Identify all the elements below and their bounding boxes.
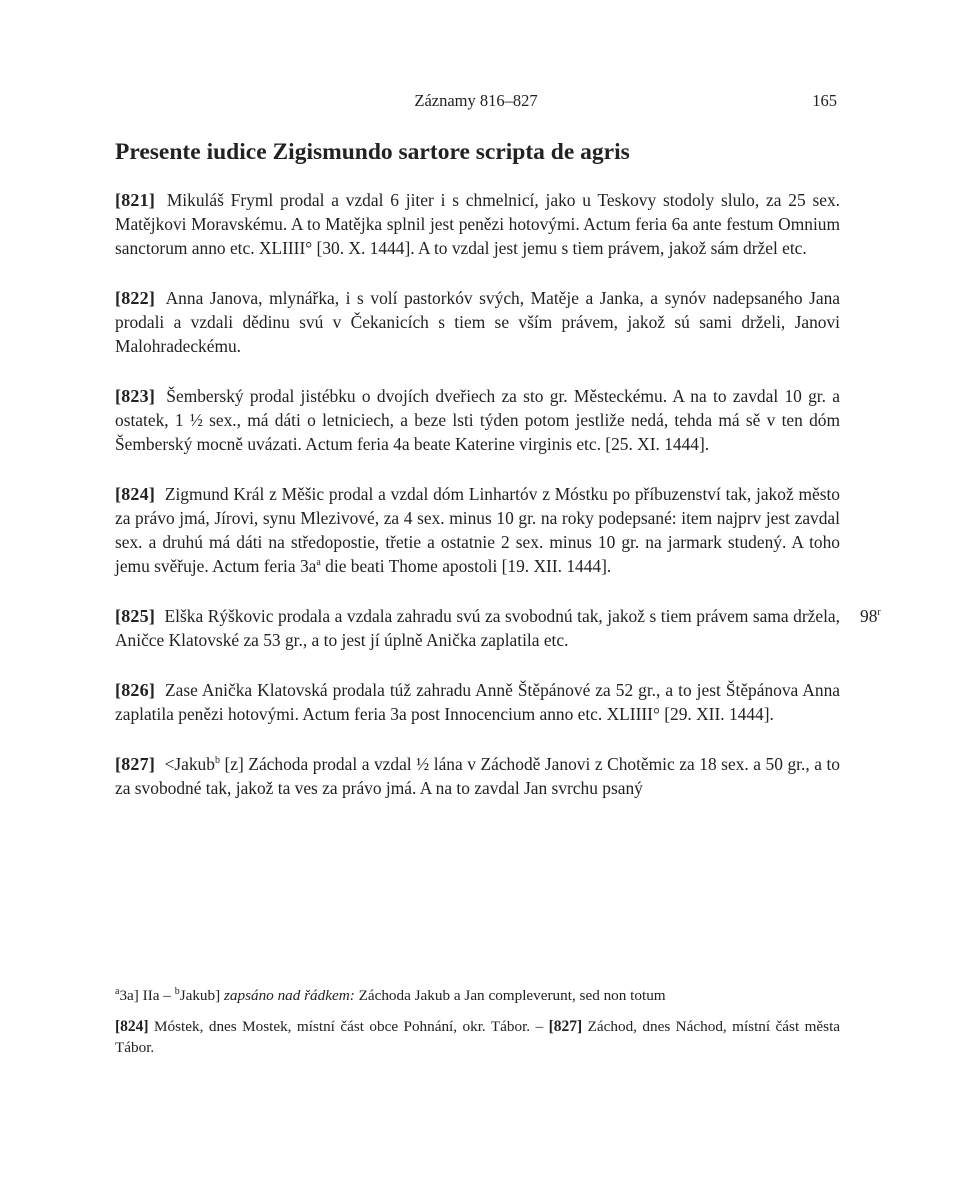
entry-827 [115,752,840,800]
entry-821 [115,188,840,260]
entry-text-continued: die beati Thome apostoli [19. XII. 1444]. [320,556,612,576]
entry-number: [824] [115,484,156,504]
entry-text: <Jakub [164,754,215,774]
entry-text: Elška Rýškovic prodala a vzdala zahradu svú za svobodnú tak, jakož s tiem právem sama držela, Aničce Klatovské za 53 gr., a to jest jí úplně Anička zaplatila etc. [115,606,840,650]
entry-number: [826] [115,680,156,700]
entry-text-continued: [z] Záchoda prodal a vzdal ½ lána v Záchodě Janovi z Chotěmic za 18 sex. a 50 gr., a to za svobodné tak, jakož ta ves za právo jmá. A na to zavdal Jan svrchu psaný [115,754,840,798]
entry-text: Šemberský prodal jistébku o dvojích dveřiech za sto gr. Městeckému. A na to zavdal 10 gr. a ostatek, 1 ½ sex., má dáti o letniciech, a beze lsti týden potom jestliže nedá, tehda má sě v ten dóm Šemberský mocně uvázati. Actum feria 4a beate Katerine virginis etc. [25. XI. 1444]. [115,386,840,454]
entry-824 [115,482,840,578]
entry-822 [115,286,840,358]
folio-margin-note: 98$^r$ [860,606,881,626]
entries [115,188,881,826]
entry-number: [827] [115,754,156,774]
running-title: Záznamy 816–827 [414,91,538,110]
explanatory-notes: [824] Móstek, dnes Mostek, místní část obce Pohnání, okr. Tábor. – [827] Záchod, dnes Náchod, místní část města Tábor. [115,1018,841,1056]
entry-text: Mikuláš Fryml prodal a vzdal 6 jiter i s chmelnicí, jako u Teskovy stodoly slulo, za 25 sex. Matějkovi Moravskému. A to Matějka splnil jest penězi hotovými. Actum feria 6a ante festum Omnium sanctorum anno etc. XLIIII° [30. X. 1444]. A to vzdal jest jemu s tiem právem, jakož sám držel etc. [115,190,840,258]
footnote-mark: b [214,755,220,767]
page-number: 165 [812,91,837,110]
entry-825 [115,604,881,652]
text-apparatus: $^a$3a] IIa – $^b$Jakub] zapsáno nad řádkem: Záchoda Jakub a Jan compleverunt, sed non totum [115,985,666,1004]
entry-number: [825] [115,606,156,626]
entry-text: Zase Anička Klatovská prodala túž zahradu Anně Štěpánové za 52 gr., a to jest Štěpánova Anna zaplatila penězi hotovými. Actum feria 3a post Innocencium anno etc. XLIIII° [29. XII. 1444]. [115,680,840,724]
entry-number: [822] [115,288,156,308]
entry-number: [821] [115,190,156,210]
entry-number: [823] [115,386,156,406]
section-title: Presente iudice Zigismundo sartore scripta de agris [115,139,630,165]
footnote-mark: a [316,557,321,569]
entry-text: Zigmund Král z Měšic prodal a vzdal dóm Linhartóv z Móstku po příbuzenství tak, jakož město za právo jmá, Jírovi, synu Mlezivové, za 4 sex. minus 10 gr. na roky podepsané: item najprv jest zavdal sex. a druhú má dáti na středopostie, třetie a ostatnie 2 sex. minus 10 gr. na jarmark studený. A toho jemu svěřuje. Actum feria 3a [115,484,840,576]
footnotes [115,985,840,1068]
entry-823 [115,384,840,456]
entry-826 [115,678,840,726]
entry-text: Anna Janova, mlynářka, i s volí pastorkóv svých, Matěje a Janka, a synóv nadepsaného Jana prodali a vzdali dědinu svú v Čekanicích s tiem se vším právem, jakož sú sami drželi, Janovi Malohradeckému. [115,288,840,356]
